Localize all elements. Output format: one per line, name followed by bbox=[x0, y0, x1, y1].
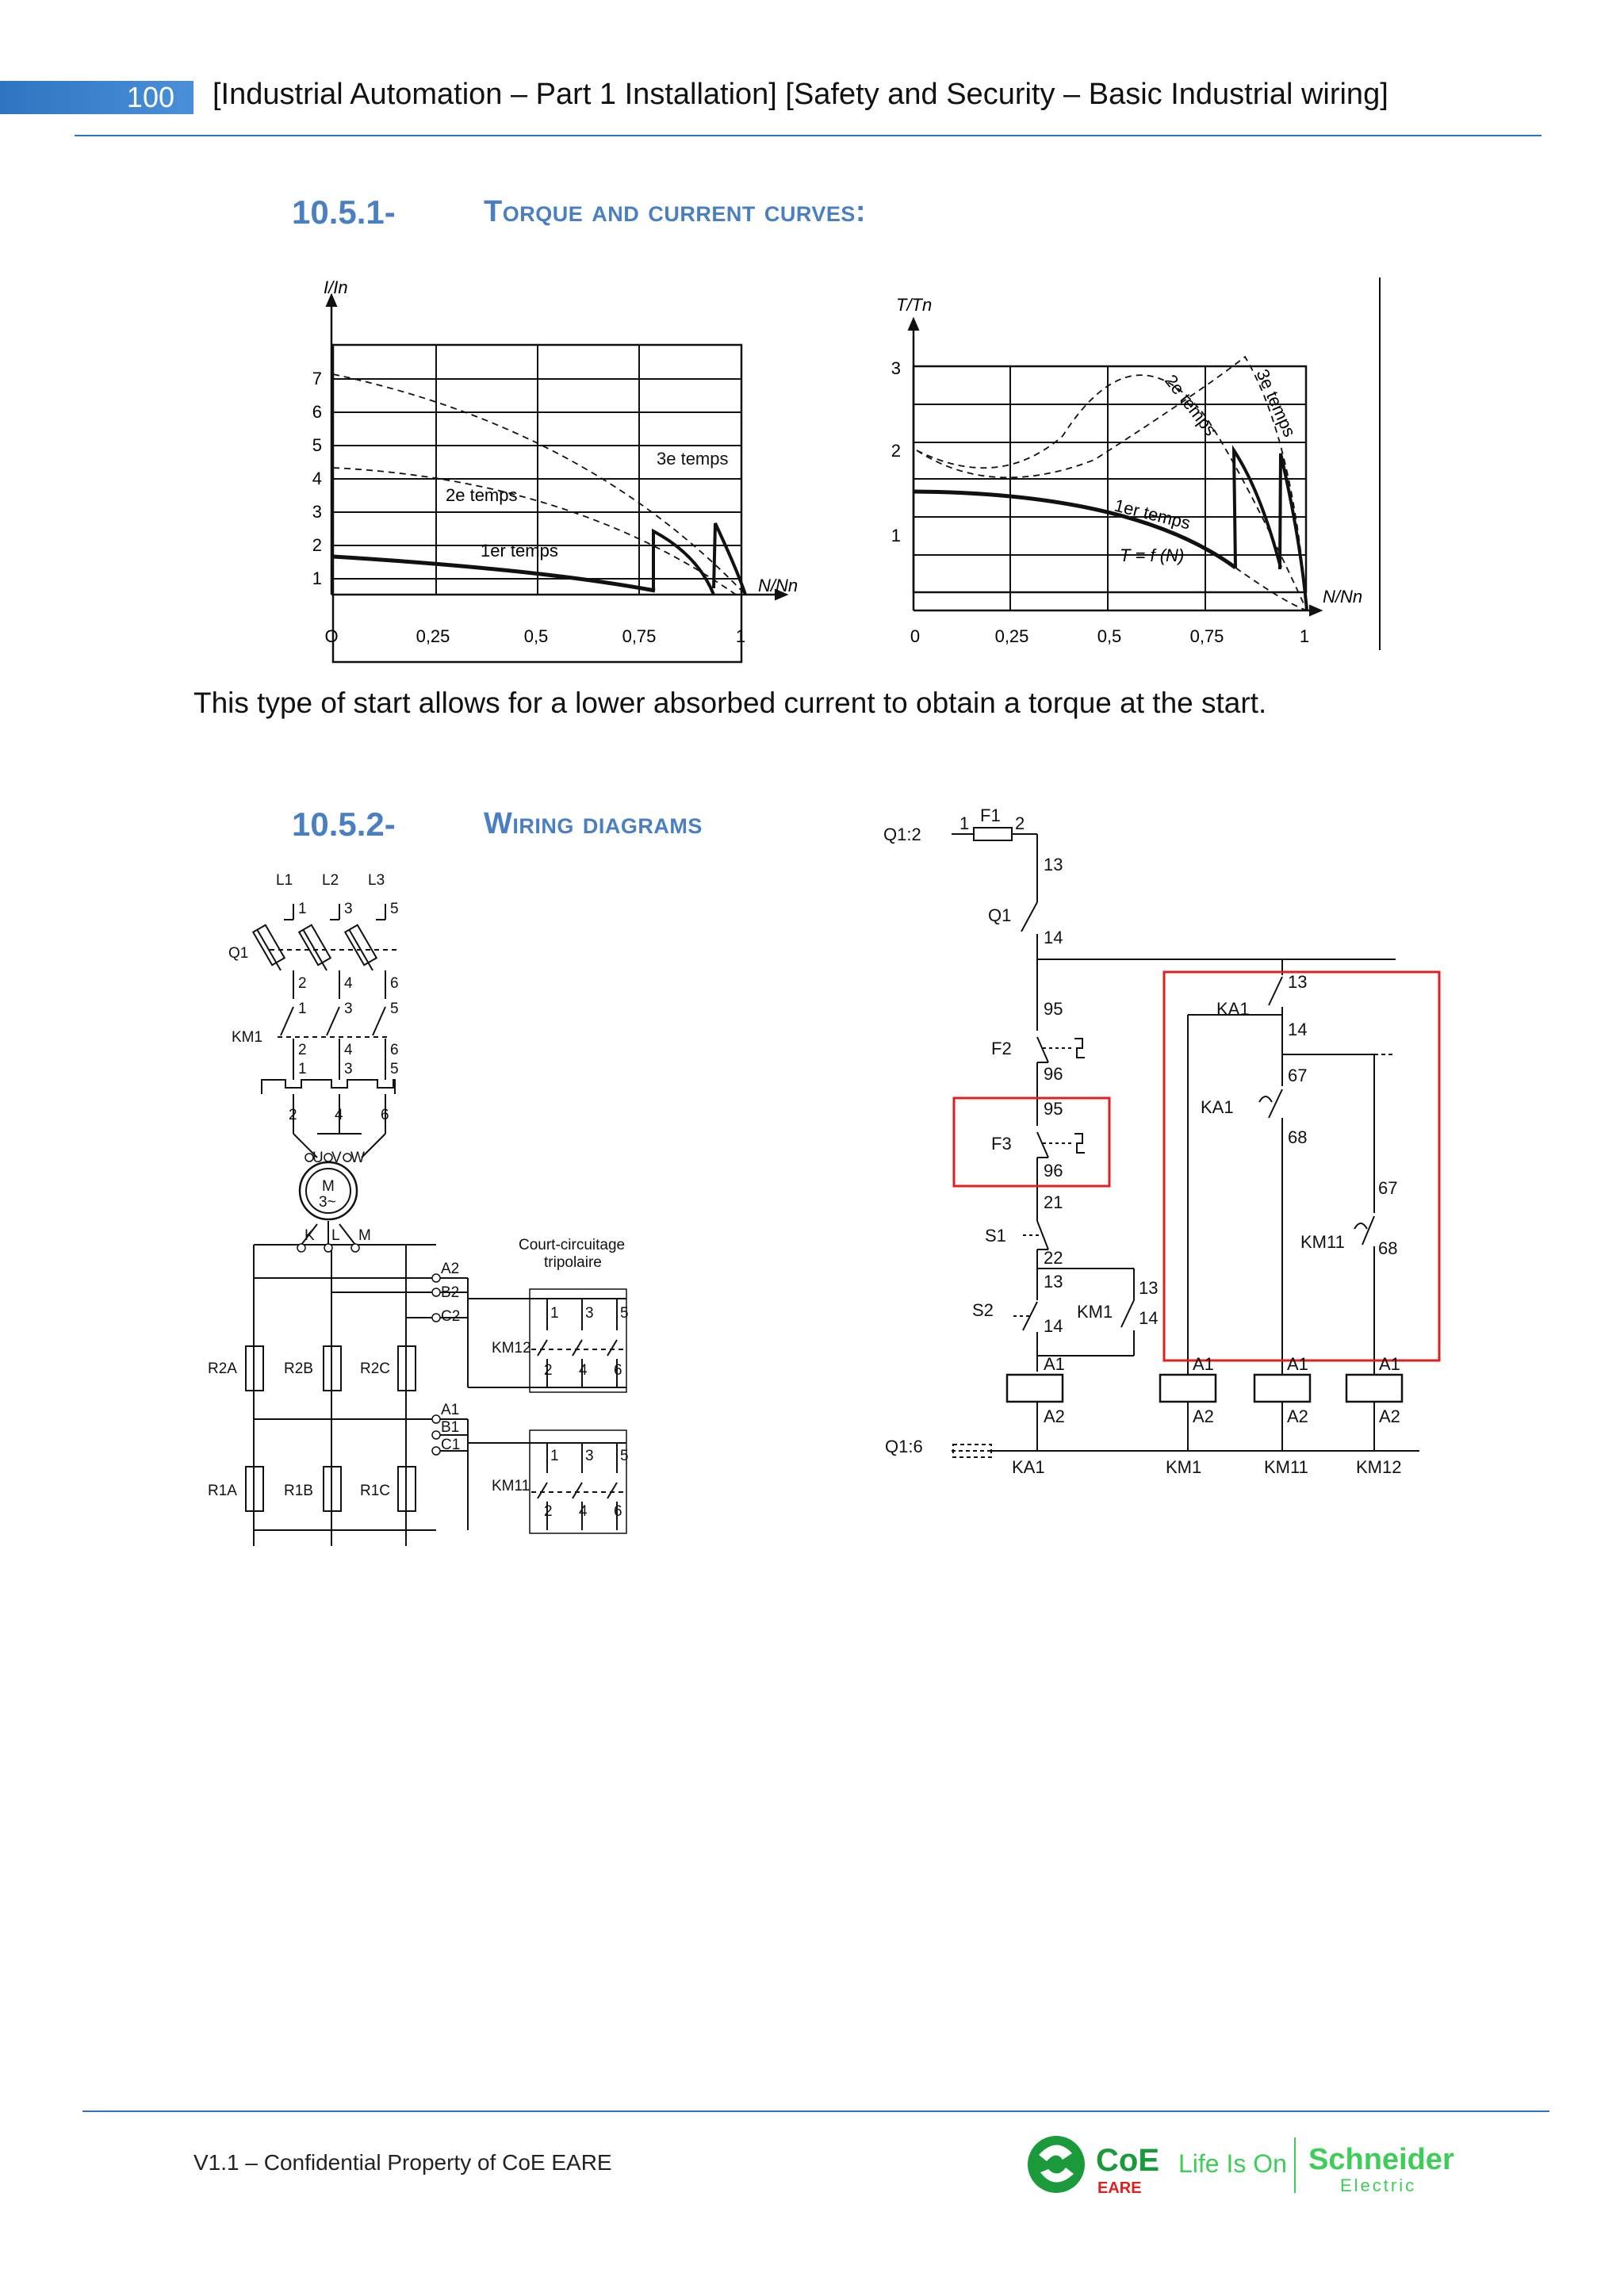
tap-label: A2 bbox=[441, 1261, 460, 1277]
curve-label-third: 3e temps bbox=[657, 449, 729, 469]
torque-formula: T = f (N) bbox=[1120, 545, 1185, 565]
term-label: 96 bbox=[1044, 1161, 1063, 1181]
resistor-label: R1A bbox=[208, 1483, 237, 1499]
contact-term: 6 bbox=[614, 1503, 622, 1520]
coil-name: KM11 bbox=[1264, 1457, 1308, 1477]
km1-label: KM1 bbox=[232, 1029, 263, 1046]
contact-term: 3 bbox=[585, 1305, 594, 1322]
term-label: 4 bbox=[344, 975, 353, 992]
tap-label: B1 bbox=[441, 1419, 460, 1436]
highlight-box-f3 bbox=[954, 1098, 1109, 1186]
term-label: 2 bbox=[1015, 813, 1025, 833]
term-label: 3 bbox=[344, 1001, 353, 1017]
current-ytick: 1 bbox=[312, 568, 322, 588]
torque-label-second: 2e temps bbox=[1161, 370, 1221, 440]
section-title-wiring: Wiring diagrams bbox=[484, 807, 703, 840]
coil-term: A1 bbox=[1379, 1354, 1400, 1374]
motor-sublabel: 3~ bbox=[319, 1194, 336, 1211]
power-circuit-diagram bbox=[198, 864, 674, 1546]
term-label: 5 bbox=[390, 1061, 399, 1077]
torque-ylabel: T/Tn bbox=[896, 295, 933, 315]
q1-label: Q1 bbox=[228, 945, 249, 962]
section-title-curves: Torque and current curves: bbox=[484, 195, 867, 228]
coil-term: A2 bbox=[1193, 1406, 1214, 1426]
torque-ytick: 3 bbox=[891, 358, 901, 378]
fuse-label: F1 bbox=[980, 806, 1001, 825]
term-label: 4 bbox=[344, 1042, 353, 1058]
torque-xtick: 1 bbox=[1299, 626, 1310, 646]
term-label: 13 bbox=[1044, 1272, 1063, 1292]
term-label: 6 bbox=[381, 1107, 389, 1123]
term-label: 13 bbox=[1044, 855, 1063, 874]
resistor-label: R2B bbox=[284, 1360, 313, 1377]
coil-term: A2 bbox=[1044, 1406, 1065, 1426]
current-ytick: 4 bbox=[312, 469, 322, 488]
current-curve-chart bbox=[190, 277, 825, 650]
section-number-wiring: 10.5.2- bbox=[292, 806, 396, 843]
current-ytick: 5 bbox=[312, 435, 322, 455]
curve-label-second: 2e temps bbox=[446, 485, 518, 505]
term-label: 6 bbox=[390, 975, 399, 992]
term-label: 95 bbox=[1044, 1099, 1063, 1119]
term-label: 96 bbox=[1044, 1064, 1063, 1084]
f2-label: F2 bbox=[991, 1039, 1012, 1058]
torque-xtick: 0,75 bbox=[1189, 626, 1224, 646]
torque-xtick: 0,5 bbox=[1097, 626, 1122, 646]
line-label: L1 bbox=[276, 872, 293, 889]
term-label: 21 bbox=[1044, 1192, 1063, 1212]
resistor-label: R1C bbox=[360, 1483, 391, 1499]
term-label: 68 bbox=[1378, 1238, 1398, 1258]
torque-label-third: 3e temps bbox=[1252, 365, 1300, 440]
brand-sub: Electric bbox=[1340, 2175, 1417, 2195]
contact-term: 5 bbox=[620, 1305, 629, 1322]
km1-aux-label: KM1 bbox=[1077, 1302, 1113, 1322]
term-label: 3 bbox=[344, 901, 353, 917]
coe-logo-text: CoE bbox=[1096, 2143, 1159, 2178]
contact-term: 4 bbox=[579, 1362, 588, 1379]
term-label: 95 bbox=[1044, 999, 1063, 1019]
footer-logos bbox=[1023, 2131, 1467, 2202]
contact-term: 2 bbox=[544, 1503, 553, 1520]
contact-term: 5 bbox=[620, 1448, 629, 1464]
term-label: 2 bbox=[298, 975, 307, 992]
ka1-timed-label: KA1 bbox=[1201, 1097, 1234, 1117]
term-label: 68 bbox=[1288, 1127, 1308, 1147]
contact-term: 6 bbox=[614, 1362, 622, 1379]
term-label: 1 bbox=[298, 901, 307, 917]
contact-term: 3 bbox=[585, 1448, 594, 1464]
term-label: 14 bbox=[1044, 928, 1063, 947]
coe-logo-icon bbox=[1028, 2136, 1085, 2193]
footer-rule bbox=[82, 2110, 1549, 2112]
term-label: 14 bbox=[1288, 1020, 1308, 1039]
torque-label-first: 1er temps bbox=[1112, 495, 1193, 534]
motor-term: W bbox=[350, 1150, 365, 1166]
term-label: 14 bbox=[1139, 1308, 1159, 1328]
footer-text: V1.1 – Confidential Property of CoE EARE bbox=[193, 2150, 612, 2175]
tap-label: B2 bbox=[441, 1284, 460, 1301]
resistor-label: R2A bbox=[208, 1360, 237, 1377]
term-label: 2 bbox=[298, 1042, 307, 1058]
current-ytick: 3 bbox=[312, 502, 322, 522]
term-label: 2 bbox=[289, 1107, 297, 1123]
current-xtick: 0,75 bbox=[622, 626, 657, 646]
motor-term: M bbox=[358, 1227, 371, 1244]
source-label: Q1:6 bbox=[885, 1437, 923, 1456]
coil-term: A1 bbox=[1287, 1354, 1308, 1374]
term-label: 4 bbox=[335, 1107, 343, 1123]
motor-label: M bbox=[322, 1178, 335, 1195]
eare-logo-text: EARE bbox=[1097, 2179, 1142, 2197]
contact-term: 1 bbox=[550, 1448, 559, 1464]
km12-label: KM12 bbox=[492, 1340, 531, 1357]
term-label: 13 bbox=[1288, 972, 1308, 992]
tagline: Life Is On bbox=[1178, 2149, 1287, 2178]
torque-ytick: 1 bbox=[891, 526, 901, 545]
tap-label: C1 bbox=[441, 1437, 461, 1453]
motor-term: V bbox=[331, 1150, 342, 1166]
short-circuit-label: Court-circuitage bbox=[519, 1237, 626, 1253]
current-xtick: O bbox=[324, 626, 339, 646]
resistor-label: R1B bbox=[284, 1483, 313, 1499]
term-label: 1 bbox=[298, 1061, 307, 1077]
resistor-label: R2C bbox=[360, 1360, 391, 1377]
current-ylabel: I/In bbox=[324, 277, 348, 297]
curve-label-first: 1er temps bbox=[481, 541, 558, 561]
short-circuit-label: tripolaire bbox=[544, 1254, 602, 1271]
current-xtick: 1 bbox=[735, 626, 746, 646]
control-circuit-diagram bbox=[880, 801, 1459, 1498]
page-number: 100 bbox=[0, 81, 193, 114]
term-label: 6 bbox=[390, 1042, 399, 1058]
s1-label: S1 bbox=[985, 1226, 1006, 1246]
coil-term: A2 bbox=[1379, 1406, 1400, 1426]
contact-term: 4 bbox=[579, 1503, 588, 1520]
torque-xtick: 0,25 bbox=[994, 626, 1029, 646]
torque-xtick: 0 bbox=[910, 626, 921, 646]
s2-label: S2 bbox=[972, 1300, 994, 1320]
current-xtick: 0,5 bbox=[523, 626, 549, 646]
term-label: 3 bbox=[344, 1061, 353, 1077]
term-label: 67 bbox=[1378, 1178, 1398, 1198]
q1-ctrl-label: Q1 bbox=[988, 905, 1012, 925]
term-label: 13 bbox=[1139, 1278, 1159, 1298]
motor-term: U bbox=[312, 1150, 324, 1166]
source-label: Q1:2 bbox=[883, 825, 921, 844]
f3-label: F3 bbox=[991, 1134, 1012, 1154]
coil-term: A1 bbox=[1193, 1354, 1214, 1374]
motor-term: K bbox=[304, 1227, 315, 1244]
current-ytick: 2 bbox=[312, 535, 322, 555]
coil-name: KA1 bbox=[1012, 1457, 1045, 1477]
term-label: 5 bbox=[390, 1001, 399, 1017]
header-title: [Industrial Automation – Part 1 Installation] [Safety and Security – Basic Industrial wiring] bbox=[213, 78, 1388, 111]
term-label: 5 bbox=[390, 901, 399, 917]
torque-xlabel: N/Nn bbox=[1323, 587, 1363, 607]
current-ytick: 6 bbox=[312, 402, 322, 422]
torque-curve-chart bbox=[872, 277, 1507, 650]
line-label: L2 bbox=[322, 872, 339, 889]
term-label: 1 bbox=[959, 813, 970, 833]
current-xlabel: N/Nn bbox=[758, 576, 799, 595]
term-label: 22 bbox=[1044, 1248, 1063, 1268]
tap-label: C2 bbox=[441, 1308, 461, 1325]
coil-name: KM1 bbox=[1166, 1457, 1202, 1477]
brand-name: Schneider bbox=[1308, 2143, 1454, 2176]
term-label: 67 bbox=[1288, 1066, 1308, 1085]
km11-label: KM11 bbox=[492, 1478, 530, 1494]
term-label: 1 bbox=[298, 1001, 307, 1017]
ka1-no-label: KA1 bbox=[1216, 999, 1250, 1019]
header-rule bbox=[75, 135, 1542, 136]
term-label: 14 bbox=[1044, 1316, 1063, 1336]
line-label: L3 bbox=[368, 872, 385, 889]
section-number-curves: 10.5.1- bbox=[292, 193, 396, 231]
current-xtick: 0,25 bbox=[416, 626, 450, 646]
body-paragraph: This type of start allows for a lower absorbed current to obtain a torque at the start. bbox=[193, 687, 1267, 719]
torque-ytick: 2 bbox=[891, 441, 901, 461]
contact-term: 2 bbox=[544, 1362, 553, 1379]
motor-term: L bbox=[331, 1227, 340, 1244]
contact-term: 1 bbox=[550, 1305, 559, 1322]
km11-aux-label: KM11 bbox=[1300, 1232, 1345, 1252]
coil-term: A1 bbox=[1044, 1354, 1065, 1374]
coil-term: A2 bbox=[1287, 1406, 1308, 1426]
current-ytick: 7 bbox=[312, 369, 322, 388]
coil-name: KM12 bbox=[1356, 1457, 1402, 1477]
tap-label: A1 bbox=[441, 1402, 460, 1418]
